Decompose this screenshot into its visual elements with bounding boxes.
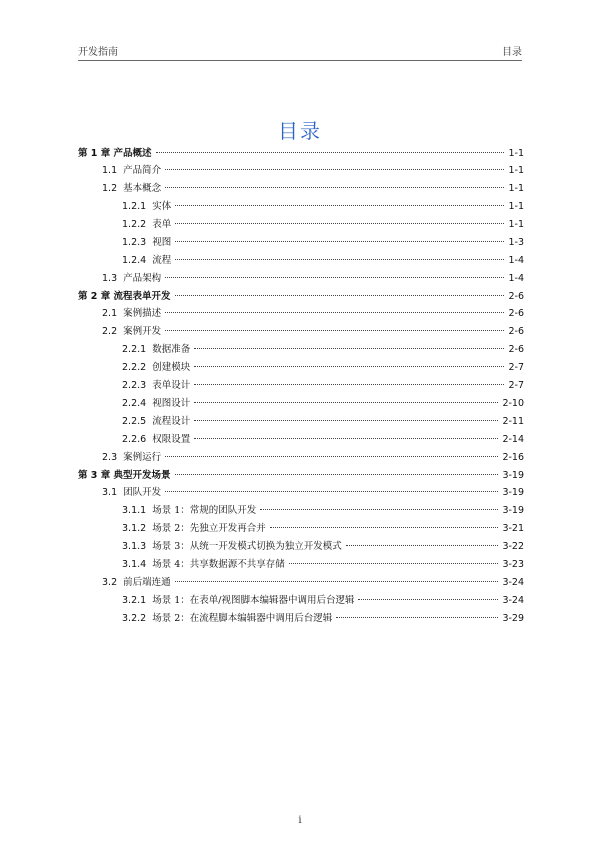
dot-leader	[358, 599, 498, 600]
toc-entry-page: 2-6	[508, 344, 524, 355]
toc-entry-page: 1-4	[508, 255, 524, 266]
toc-entry-number: 1.2.1	[122, 201, 147, 212]
toc-entry-label: 案例描述	[123, 308, 162, 319]
toc-entry[interactable]	[78, 484, 524, 502]
toc-entry-page: 3-21	[502, 523, 524, 534]
toc-entry-label: 表单	[152, 219, 172, 230]
toc-entry-number: 2.2.5	[122, 416, 147, 427]
toc-entry-number: 1.1	[102, 165, 118, 176]
dot-leader	[156, 152, 505, 153]
dot-leader	[165, 491, 498, 492]
dot-leader	[165, 187, 504, 188]
toc-entry-page: 1-1	[508, 165, 524, 176]
toc-entry-page: 2-6	[508, 326, 524, 337]
dot-leader	[175, 241, 504, 242]
toc-entry[interactable]	[78, 198, 524, 216]
table-of-contents	[78, 145, 524, 628]
toc-entry-number: 3.2.1	[122, 595, 147, 606]
dot-leader	[165, 330, 504, 331]
toc-entry-label: 流程	[152, 255, 172, 266]
toc-entry[interactable]	[78, 538, 524, 556]
toc-entry-page: 2-16	[502, 452, 524, 463]
toc-entry-number: 2.3	[102, 452, 118, 463]
toc-entry[interactable]	[78, 431, 524, 449]
toc-entry-page: 1-1	[508, 201, 524, 212]
toc-entry[interactable]	[78, 288, 524, 305]
toc-entry-page: 3-24	[502, 595, 524, 606]
toc-entry[interactable]	[78, 556, 524, 574]
page-title: 目录	[278, 119, 322, 143]
toc-entry[interactable]	[78, 574, 524, 592]
toc-entry-label: 视图设计	[152, 398, 191, 409]
dot-leader	[175, 474, 499, 475]
dot-leader	[194, 438, 498, 439]
toc-entry-label: 场景 3：从统一开发模式切换为独立开发模式	[152, 541, 342, 552]
dot-leader	[165, 456, 498, 457]
toc-entry-label: 流程设计	[152, 416, 191, 427]
toc-entry-page: 3-19	[502, 470, 524, 481]
toc-entry-label: 产品简介	[123, 165, 162, 176]
toc-entry[interactable]	[78, 449, 524, 467]
page-number: i	[298, 815, 302, 826]
dot-leader	[165, 169, 504, 170]
dot-leader	[194, 348, 504, 349]
toc-entry[interactable]	[78, 216, 524, 234]
dot-leader	[175, 581, 499, 582]
page-header	[78, 43, 522, 58]
toc-entry[interactable]	[78, 502, 524, 520]
toc-entry[interactable]	[78, 180, 524, 198]
toc-entry-number: 2.2.3	[122, 380, 147, 391]
toc-entry[interactable]	[78, 467, 524, 484]
dot-leader	[270, 527, 499, 528]
toc-entry-page: 1-4	[508, 273, 524, 284]
dot-leader	[165, 312, 504, 313]
toc-entry-label: 第 2 章 流程表单开发	[78, 291, 171, 302]
toc-entry-number: 1.2.3	[122, 237, 147, 248]
toc-entry-label: 基本概念	[123, 183, 162, 194]
toc-entry-label: 第 1 章 产品概述	[78, 148, 152, 159]
toc-entry-label: 场景 1：在表单/视图脚本编辑器中调用后台逻辑	[152, 595, 355, 606]
toc-entry-label: 案例开发	[123, 326, 162, 337]
toc-entry[interactable]	[78, 592, 524, 610]
toc-entry-label: 视图	[152, 237, 172, 248]
toc-entry-number: 3.1.4	[122, 559, 147, 570]
dot-leader	[194, 366, 504, 367]
toc-entry[interactable]	[78, 341, 524, 359]
toc-entry-label: 实体	[152, 201, 172, 212]
toc-entry-page: 3-19	[502, 505, 524, 516]
toc-entry-page: 1-1	[508, 183, 524, 194]
toc-entry-label: 场景 2：先独立开发再合并	[152, 523, 266, 534]
dot-leader	[194, 402, 498, 403]
toc-entry-label: 案例运行	[123, 452, 162, 463]
toc-entry-page: 2-11	[502, 416, 524, 427]
toc-entry-label: 产品架构	[123, 273, 162, 284]
dot-leader	[175, 295, 505, 296]
toc-entry-page: 3-19	[502, 487, 524, 498]
toc-entry-label: 创建模块	[152, 362, 191, 373]
toc-entry[interactable]	[78, 323, 524, 341]
toc-entry[interactable]	[78, 305, 524, 323]
toc-entry-page: 3-22	[502, 541, 524, 552]
dot-leader	[336, 617, 498, 618]
toc-entry-number: 2.2.4	[122, 398, 147, 409]
toc-entry-number: 2.2	[102, 326, 118, 337]
toc-entry[interactable]	[78, 359, 524, 377]
toc-entry[interactable]	[78, 145, 524, 162]
toc-entry-number: 3.1.1	[122, 505, 147, 516]
toc-entry[interactable]	[78, 162, 524, 180]
toc-entry-number: 3.2.2	[122, 613, 147, 624]
toc-entry-label: 团队开发	[123, 487, 162, 498]
toc-entry-page: 1-1	[508, 219, 524, 230]
toc-entry-page: 2-10	[502, 398, 524, 409]
dot-leader	[175, 223, 504, 224]
dot-leader	[289, 563, 499, 564]
toc-entry-page: 3-23	[502, 559, 524, 570]
toc-entry[interactable]	[78, 252, 524, 270]
toc-entry[interactable]	[78, 270, 524, 288]
toc-entry-number: 1.2.4	[122, 255, 147, 266]
dot-leader	[175, 259, 504, 260]
toc-entry-page: 3-24	[502, 577, 524, 588]
toc-entry-number: 2.2.6	[122, 434, 147, 445]
toc-entry-label: 场景 4：共享数据源不共享存储	[152, 559, 285, 570]
toc-entry-page: 2-14	[502, 434, 524, 445]
toc-entry-page: 1-3	[508, 237, 524, 248]
toc-entry-label: 权限设置	[152, 434, 191, 445]
toc-entry-label: 前后端连通	[123, 577, 171, 588]
toc-entry-number: 1.2	[102, 183, 118, 194]
header-right: 目录	[502, 47, 522, 58]
toc-entry-page: 2-7	[508, 380, 524, 391]
toc-entry-label: 数据准备	[152, 344, 191, 355]
toc-entry-number: 1.3	[102, 273, 118, 284]
header-divider	[78, 60, 522, 61]
dot-leader	[175, 205, 504, 206]
dot-leader	[346, 545, 499, 546]
toc-entry-number: 2.2.1	[122, 344, 147, 355]
toc-entry-page: 2-7	[508, 362, 524, 373]
toc-entry[interactable]	[78, 610, 524, 628]
toc-entry-number: 3.2	[102, 577, 118, 588]
toc-entry-page: 1-1	[508, 148, 524, 159]
toc-entry-label: 表单设计	[152, 380, 191, 391]
toc-entry[interactable]	[78, 234, 524, 252]
dot-leader	[194, 420, 498, 421]
dot-leader	[194, 384, 504, 385]
dot-leader	[260, 509, 498, 510]
toc-entry-label: 第 3 章 典型开发场景	[78, 470, 171, 481]
header-left: 开发指南	[78, 47, 118, 58]
toc-entry-number: 3.1	[102, 487, 118, 498]
toc-entry[interactable]	[78, 395, 524, 413]
toc-entry-number: 3.1.3	[122, 541, 147, 552]
toc-entry-label: 场景 2：在流程脚本编辑器中调用后台逻辑	[152, 613, 333, 624]
toc-entry-number: 2.1	[102, 308, 118, 319]
toc-entry-page: 3-29	[502, 613, 524, 624]
toc-entry[interactable]	[78, 377, 524, 395]
toc-entry-number: 1.2.2	[122, 219, 147, 230]
toc-entry-page: 2-6	[508, 291, 524, 302]
dot-leader	[165, 277, 504, 278]
toc-entry-page: 2-6	[508, 308, 524, 319]
toc-entry[interactable]	[78, 413, 524, 431]
toc-entry-number: 3.1.2	[122, 523, 147, 534]
toc-entry[interactable]	[78, 520, 524, 538]
toc-entry-number: 2.2.2	[122, 362, 147, 373]
toc-entry-label: 场景 1：常规的团队开发	[152, 505, 257, 516]
